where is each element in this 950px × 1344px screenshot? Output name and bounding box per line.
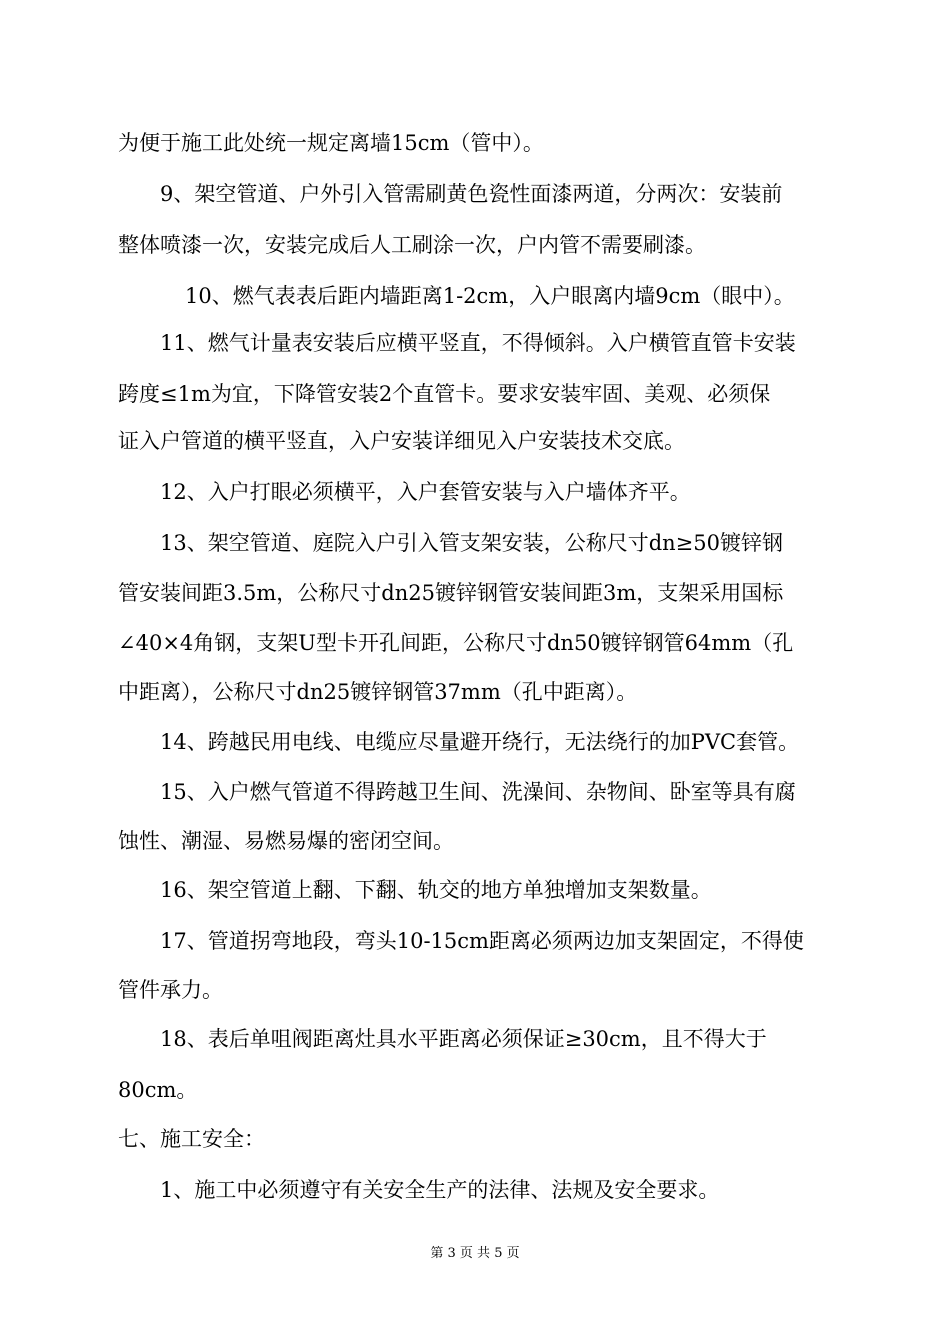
body-line: 11、燃气计量表安装后应横平竖直，不得倾斜。入户横管直管卡安装 <box>160 331 796 355</box>
body-line: 中距离），公称尺寸dn25镀锌钢管37mm（孔中距离）。 <box>118 680 638 704</box>
body-line: 13、架空管道、庭院入户引入管支架安装，公称尺寸dn≥50镀锌钢 <box>160 531 784 555</box>
body-line: 1、施工中必须遵守有关安全生产的法律、法规及安全要求。 <box>160 1178 720 1202</box>
body-line: 10、燃气表表后距内墙距离1-2cm，入户眼离内墙9cm（眼中）。 <box>185 284 795 308</box>
body-line: 整体喷漆一次，安装完成后人工刷涂一次，户内管不需要刷漆。 <box>118 233 706 257</box>
body-line: 15、入户燃气管道不得跨越卫生间、洗澡间、杂物间、卧室等具有腐 <box>160 780 796 804</box>
body-line: 16、架空管道上翻、下翻、轨交的地方单独增加支架数量。 <box>160 878 712 902</box>
body-line: 跨度≤1m为宜，下降管安装2个直管卡。要求安装牢固、美观、必须保 <box>118 382 771 406</box>
body-line: 18、表后单咀阀距离灶具水平距离必须保证≥30cm，且不得大于 <box>160 1027 767 1051</box>
section-heading: 七、施工安全： <box>118 1127 265 1151</box>
body-line: 17、管道拐弯地段，弯头10-15cm距离必须两边加支架固定，不得使 <box>160 929 804 953</box>
body-line: 9、架空管道、户外引入管需刷黄色瓷性面漆两道，分两次：安装前 <box>160 182 783 206</box>
body-line: 80cm。 <box>118 1078 198 1102</box>
page-number: 第 3 页 共 5 页 <box>430 1246 520 1261</box>
body-line: 管件承力。 <box>118 978 223 1002</box>
body-line: 证入户管道的横平竖直，入户安装详细见入户安装技术交底。 <box>118 429 685 453</box>
body-line: 蚀性、潮湿、易燃易爆的密闭空间。 <box>118 829 454 853</box>
body-line: 14、跨越民用电线、电缆应尽量避开绕行，无法绕行的加PVC套管。 <box>160 730 800 754</box>
body-line: 管安装间距3.5m，公称尺寸dn25镀锌钢管安装间距3m，支架采用国标 <box>118 581 784 605</box>
body-line: 12、入户打眼必须横平，入户套管安装与入户墙体齐平。 <box>160 480 691 504</box>
body-line: ∠40×4角钢，支架U型卡开孔间距，公称尺寸dn50镀锌钢管64mm（孔 <box>118 631 794 655</box>
body-line: 为便于施工此处统一规定离墙15cm（管中）。 <box>118 131 544 155</box>
